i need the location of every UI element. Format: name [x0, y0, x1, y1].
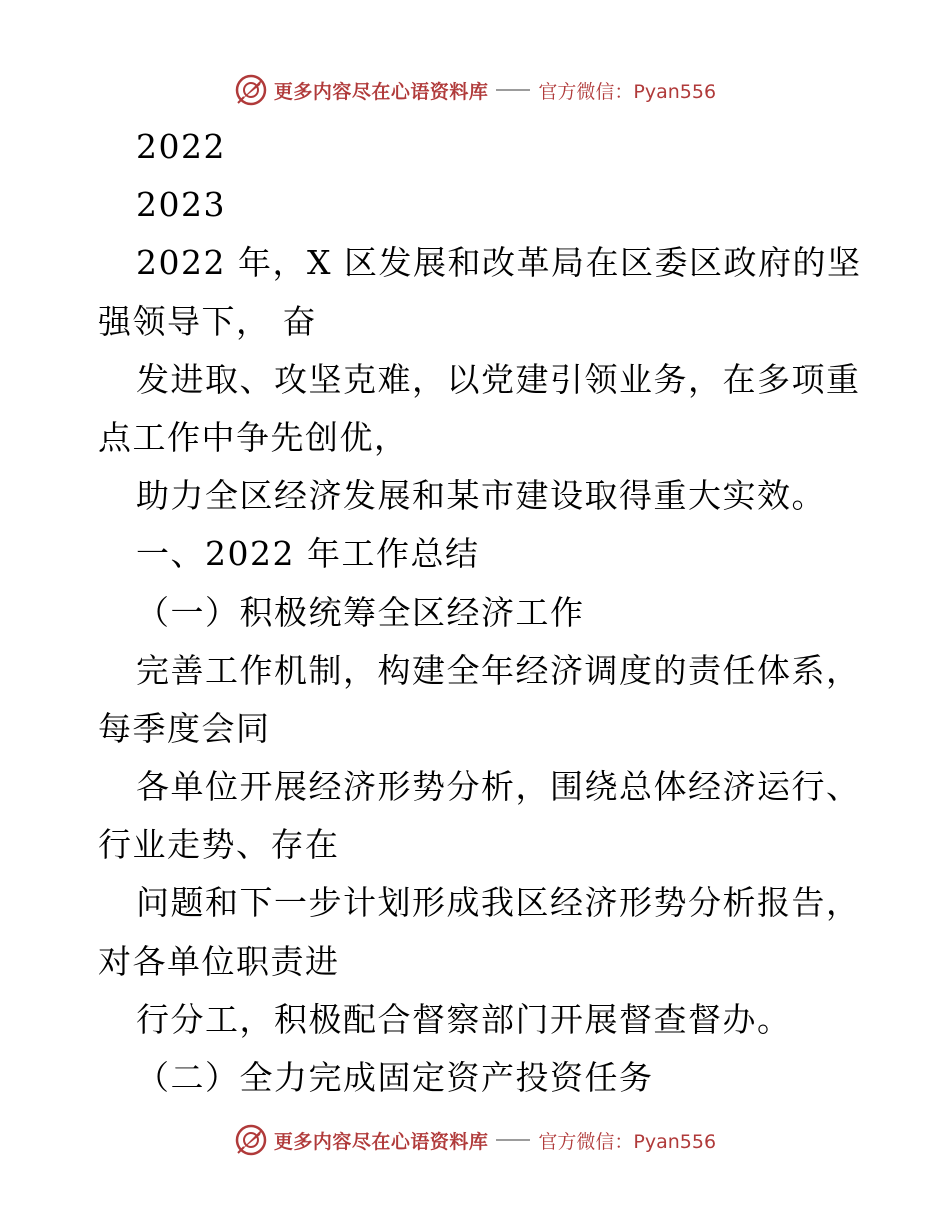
brand-logo-icon	[234, 1123, 268, 1157]
header-brand-text: 更多内容尽在心语资料库	[273, 80, 489, 103]
brand-logo-icon	[234, 73, 268, 107]
footer-separator	[496, 1139, 530, 1141]
text-line: 行业走势、存在	[98, 825, 340, 865]
text-line: 各单位开展经济形势分析，围绕总体经济运行、	[136, 767, 861, 807]
text-line: 2022 年，X 区发展和改革局在区委区政府的坚	[136, 243, 862, 283]
text-line: 行分工，积极配合督察部门开展督查督办。	[136, 999, 792, 1039]
text-line: 2023	[136, 185, 226, 225]
text-line: 问题和下一步计划形成我区经济形势分析报告，	[136, 883, 861, 923]
text-line: （一）积极统筹全区经济工作	[136, 592, 585, 632]
text-line: 发进取、攻坚克难，以党建引领业务，在多项重	[136, 359, 861, 399]
header-wechat-text: 官方微信：Pyan556	[538, 80, 717, 103]
text-line: 完善工作机制，构建全年经济调度的责任体系，	[136, 650, 861, 690]
footer-banner	[0, 1120, 950, 1160]
header-banner	[0, 70, 950, 110]
text-line: 一、2022 年工作总结	[136, 534, 480, 574]
text-line: 每季度会同	[98, 708, 271, 748]
text-line: 助力全区经济发展和某市建设取得重大实效。	[136, 476, 826, 516]
footer-brand-text: 更多内容尽在心语资料库	[273, 1130, 489, 1153]
text-line: 2022	[136, 127, 226, 166]
text-line: 点工作中争先创优，	[98, 417, 409, 457]
footer-wechat-text: 官方微信：Pyan556	[538, 1130, 717, 1153]
document-body	[98, 118, 862, 1107]
text-line: 对各单位职责进	[98, 941, 340, 981]
text-line: （二）全力完成固定资产投资任务	[136, 1058, 654, 1097]
text-line: 强领导下， 奋	[98, 301, 317, 341]
header-separator	[496, 89, 530, 91]
